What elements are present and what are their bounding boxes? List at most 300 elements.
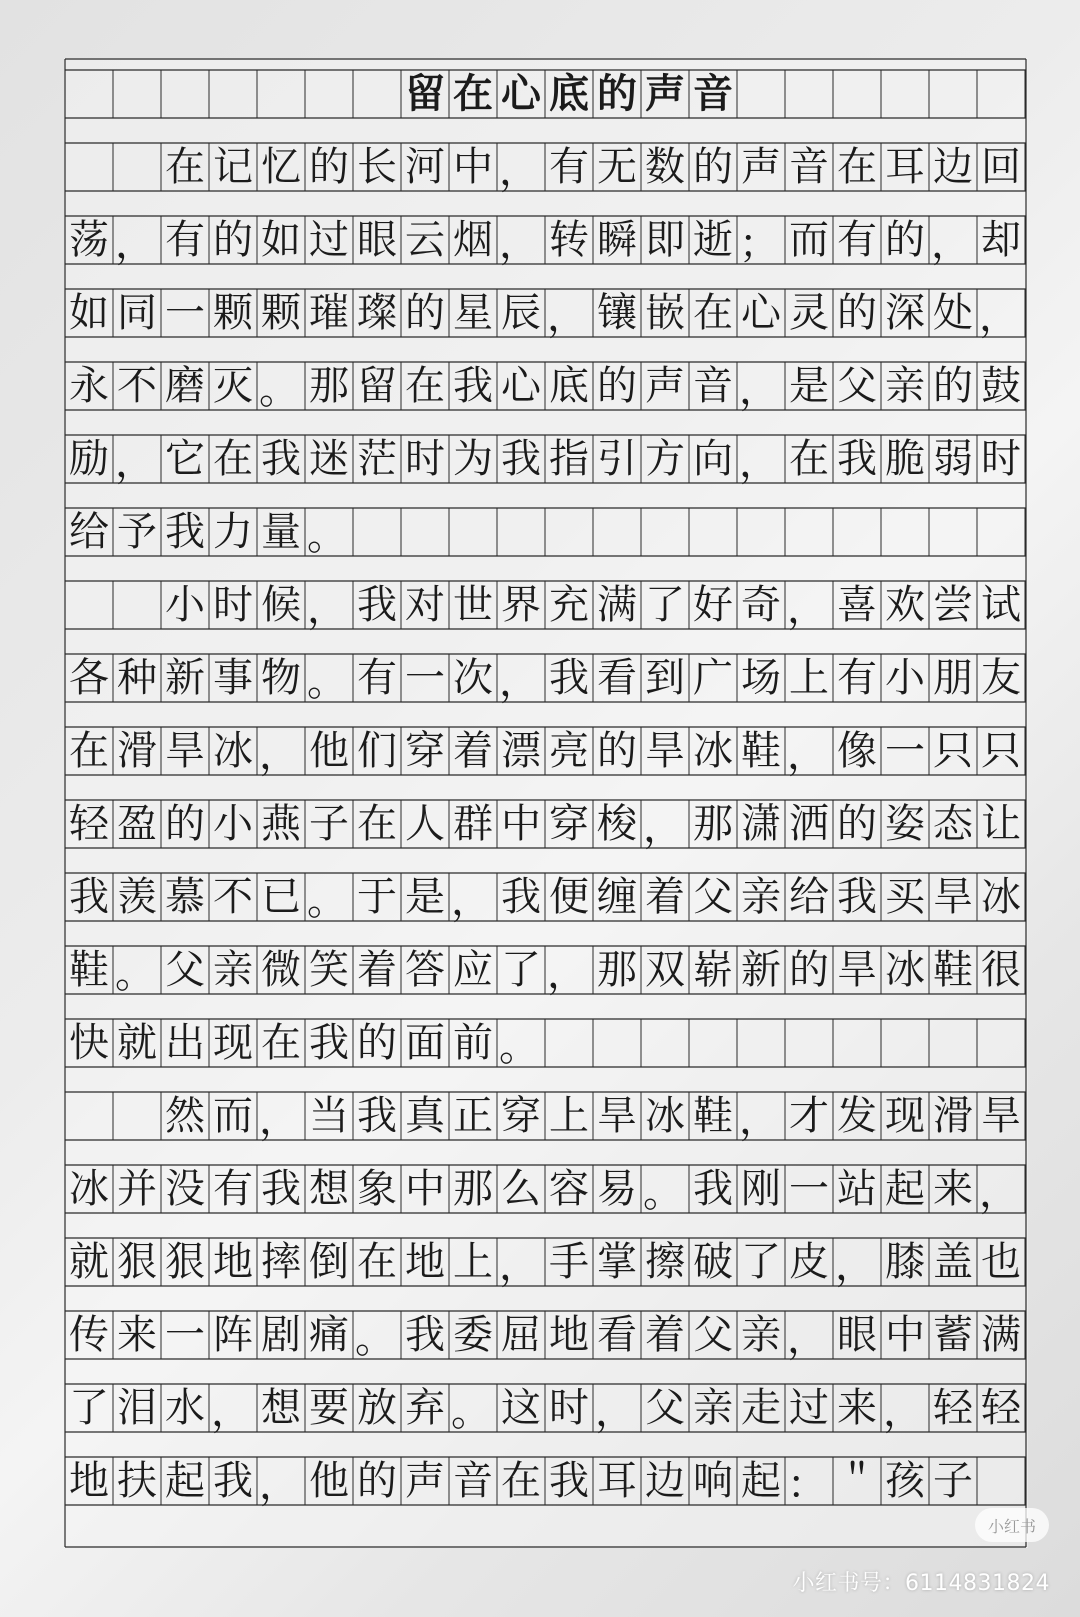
essay-char: 起 <box>165 1458 205 1504</box>
essay-char: 种 <box>117 655 157 701</box>
essay-char: 蓄 <box>933 1312 973 1358</box>
essay-char: 微 <box>261 947 301 993</box>
essay-char: 的 <box>885 217 925 263</box>
essay-char: 只 <box>981 728 1021 774</box>
essay-char: 我 <box>69 874 109 920</box>
essay-char: ， <box>739 440 779 486</box>
essay-char: ： <box>787 1462 827 1508</box>
essay-char: 励 <box>69 436 109 482</box>
essay-char: 我 <box>357 1093 397 1139</box>
essay-char: 底 <box>549 363 589 409</box>
essay-char: 孩 <box>885 1458 925 1504</box>
essay-char: 一 <box>165 290 205 336</box>
essay-char: 着 <box>357 947 397 993</box>
essay-char: 泪 <box>117 1385 157 1431</box>
essay-char: ， <box>499 221 539 267</box>
composition-paper <box>64 58 1028 1548</box>
essay-char: ， <box>787 732 827 778</box>
essay-char: 鞋 <box>69 947 109 993</box>
essay-char: 对 <box>405 582 445 628</box>
essay-char: 就 <box>69 1239 109 1285</box>
essay-char: 鞋 <box>933 947 973 993</box>
essay-char: 向 <box>693 436 733 482</box>
title-char: 底 <box>549 70 589 117</box>
essay-char: 候 <box>261 582 301 628</box>
essay-char: 却 <box>981 217 1021 263</box>
essay-char: 中 <box>405 1166 445 1212</box>
essay-char: ， <box>979 294 1019 340</box>
essay-char: 记 <box>213 144 253 190</box>
essay-char: 的 <box>789 947 829 993</box>
essay-char: 盈 <box>117 801 157 847</box>
essay-char: 真 <box>405 1093 445 1139</box>
essay-char: 穿 <box>501 1093 541 1139</box>
essay-char: 同 <box>117 290 157 336</box>
essay-char: 像 <box>837 728 877 774</box>
essay-char: 他 <box>309 728 349 774</box>
essay-char: 一 <box>885 728 925 774</box>
essay-char: 这 <box>501 1385 541 1431</box>
essay-char: 我 <box>693 1166 733 1212</box>
essay-char: 象 <box>357 1166 397 1212</box>
essay-char: 。 <box>307 513 347 559</box>
essay-char: 磨 <box>165 363 205 409</box>
essay-char: ， <box>259 1097 299 1143</box>
essay-char: 易 <box>597 1166 637 1212</box>
essay-char: 给 <box>69 509 109 555</box>
essay-char: 广 <box>693 655 733 701</box>
essay-char: 。 <box>115 951 155 997</box>
essay-char: 一 <box>405 655 445 701</box>
essay-char: 便 <box>549 874 589 920</box>
essay-char: 在 <box>693 290 733 336</box>
essay-char: 过 <box>309 217 349 263</box>
essay-char: 留 <box>357 363 397 409</box>
essay-char: 冰 <box>69 1166 109 1212</box>
essay-char: 过 <box>789 1385 829 1431</box>
essay-char: 人 <box>405 801 445 847</box>
essay-char: 地 <box>213 1239 253 1285</box>
essay-char: 在 <box>69 728 109 774</box>
essay-char: ， <box>259 732 299 778</box>
essay-char: 父 <box>693 1312 733 1358</box>
essay-char: 破 <box>693 1239 733 1285</box>
essay-char: 声 <box>405 1458 445 1504</box>
essay-char: 充 <box>549 582 589 628</box>
essay-char: ， <box>499 148 539 194</box>
essay-char: 数 <box>645 144 685 190</box>
essay-char: ， <box>259 1462 299 1508</box>
essay-char: 新 <box>165 655 205 701</box>
essay-char: 着 <box>645 1312 685 1358</box>
essay-char: 逝 <box>693 217 733 263</box>
essay-char: 世 <box>453 582 493 628</box>
essay-char: 灭 <box>213 363 253 409</box>
essay-char: 冰 <box>981 874 1021 920</box>
essay-char: 处 <box>933 290 973 336</box>
essay-char: ， <box>883 1389 923 1435</box>
essay-char: 喜 <box>837 582 877 628</box>
essay-char: 忆 <box>261 144 301 190</box>
essay-char: 予 <box>117 509 157 555</box>
essay-char: 放 <box>357 1385 397 1431</box>
essay-char: ， <box>787 1316 827 1362</box>
essay-char: 时 <box>549 1385 589 1431</box>
essay-char: 亲 <box>741 1312 781 1358</box>
essay-char: ； <box>739 221 779 267</box>
essay-char: 发 <box>837 1093 877 1139</box>
essay-char: 茫 <box>357 436 397 482</box>
essay-char: 我 <box>357 582 397 628</box>
essay-char: 上 <box>549 1093 589 1139</box>
essay-char: 不 <box>117 363 157 409</box>
essay-char: 容 <box>549 1166 589 1212</box>
essay-char: 有 <box>213 1166 253 1212</box>
essay-char: 态 <box>933 801 973 847</box>
essay-char: ， <box>115 221 155 267</box>
essay-char: 的 <box>213 217 253 263</box>
essay-char: 。 <box>307 878 347 924</box>
essay-char: 在 <box>357 1239 397 1285</box>
title-char: 音 <box>693 70 733 117</box>
essay-char: 力 <box>213 509 253 555</box>
essay-char: 方 <box>645 436 685 482</box>
essay-char: 地 <box>549 1312 589 1358</box>
essay-char: 我 <box>261 1166 301 1212</box>
essay-char: 小 <box>165 582 205 628</box>
essay-char: 颗 <box>213 290 253 336</box>
essay-char: 的 <box>597 363 637 409</box>
essay-char: 亲 <box>741 874 781 920</box>
essay-char: ， <box>643 805 683 851</box>
essay-char: 。 <box>355 1316 395 1362</box>
essay-char: 的 <box>165 801 205 847</box>
essay-char: 。 <box>259 367 299 413</box>
essay-char: 了 <box>741 1239 781 1285</box>
essay-char: 看 <box>597 1312 637 1358</box>
essay-char: 中 <box>453 144 493 190</box>
essay-char: 摔 <box>261 1239 301 1285</box>
essay-char: 我 <box>501 874 541 920</box>
essay-char: 我 <box>549 655 589 701</box>
essay-char: 答 <box>405 947 445 993</box>
essay-char: 的 <box>405 290 445 336</box>
essay-char: 掌 <box>597 1239 637 1285</box>
essay-char: 在 <box>789 436 829 482</box>
essay-char: 冰 <box>213 728 253 774</box>
essay-char: 才 <box>789 1093 829 1139</box>
essay-char: 缠 <box>597 874 637 920</box>
essay-char: 狠 <box>117 1239 157 1285</box>
essay-char: 一 <box>165 1312 205 1358</box>
essay-char: 鼓 <box>981 363 1021 409</box>
essay-char: 那 <box>453 1166 493 1212</box>
essay-char: 穿 <box>405 728 445 774</box>
essay-char: 膝 <box>885 1239 925 1285</box>
watermark-text: 小红书号：6114831824 <box>792 1571 1050 1596</box>
essay-char: 友 <box>981 655 1021 701</box>
essay-char: 的 <box>933 363 973 409</box>
essay-char: 洒 <box>789 801 829 847</box>
essay-char: 即 <box>645 217 685 263</box>
essay-char: 而 <box>789 217 829 263</box>
essay-char: ， <box>595 1389 635 1435</box>
essay-char: 我 <box>501 436 541 482</box>
essay-char: 面 <box>405 1020 445 1066</box>
essay-char: 旱 <box>597 1093 637 1139</box>
essay-char: 为 <box>453 436 493 482</box>
essay-char: 冰 <box>693 728 733 774</box>
essay-char: 梭 <box>597 801 637 847</box>
essay-char: 在 <box>261 1020 301 1066</box>
essay-char: 中 <box>501 801 541 847</box>
essay-char: 那 <box>693 801 733 847</box>
essay-char: 给 <box>789 874 829 920</box>
essay-char: 起 <box>741 1458 781 1504</box>
essay-char: 耳 <box>597 1458 637 1504</box>
essay-char: 当 <box>309 1093 349 1139</box>
essay-char: 的 <box>597 728 637 774</box>
essay-char: 指 <box>549 436 589 482</box>
essay-char: 边 <box>933 144 973 190</box>
essay-char: 并 <box>117 1166 157 1212</box>
essay-char: 群 <box>453 801 493 847</box>
essay-char: 亲 <box>213 947 253 993</box>
essay-char: 想 <box>261 1385 301 1431</box>
essay-char: 擦 <box>645 1239 685 1285</box>
essay-char: 剧 <box>261 1312 301 1358</box>
title-char: 在 <box>453 70 493 117</box>
essay-char: 深 <box>885 290 925 336</box>
essay-char: 奇 <box>741 582 781 628</box>
essay-char: 河 <box>405 144 445 190</box>
essay-char: 回 <box>981 144 1021 190</box>
essay-char: 中 <box>885 1312 925 1358</box>
essay-char: 也 <box>981 1239 1021 1285</box>
essay-char: 父 <box>693 874 733 920</box>
essay-char: 我 <box>453 363 493 409</box>
essay-char: 父 <box>645 1385 685 1431</box>
essay-char: 我 <box>309 1020 349 1066</box>
essay-char: 灵 <box>789 290 829 336</box>
essay-char: 慕 <box>165 874 205 920</box>
essay-char: 然 <box>165 1093 205 1139</box>
essay-char: 。 <box>643 1170 683 1216</box>
essay-char: 旱 <box>933 874 973 920</box>
essay-char: 瞬 <box>597 217 637 263</box>
essay-char: 有 <box>165 217 205 263</box>
essay-char: 是 <box>789 363 829 409</box>
essay-char: 轻 <box>69 801 109 847</box>
essay-char: 我 <box>405 1312 445 1358</box>
essay-char: 在 <box>837 144 877 190</box>
essay-char: 弱 <box>933 436 973 482</box>
essay-char: 尝 <box>933 582 973 628</box>
essay-char: 地 <box>405 1239 445 1285</box>
essay-char: 镶 <box>597 290 637 336</box>
essay-char: 冰 <box>885 947 925 993</box>
essay-char: 物 <box>261 655 301 701</box>
essay-char: 边 <box>645 1458 685 1504</box>
essay-char: 水 <box>165 1385 205 1431</box>
essay-char: 音 <box>453 1458 493 1504</box>
essay-char: 子 <box>309 801 349 847</box>
essay-char: 在 <box>213 436 253 482</box>
essay-char: 来 <box>117 1312 157 1358</box>
essay-char: 的 <box>357 1020 397 1066</box>
essay-char: 想 <box>309 1166 349 1212</box>
essay-char: 传 <box>69 1312 109 1358</box>
essay-char: 出 <box>165 1020 205 1066</box>
essay-char: 了 <box>645 582 685 628</box>
essay-char: 试 <box>981 582 1021 628</box>
essay-char: ， <box>787 586 827 632</box>
essay-char: 于 <box>357 874 397 920</box>
title-char: 留 <box>405 70 445 117</box>
essay-char: 旱 <box>981 1093 1021 1139</box>
essay-char: 狠 <box>165 1239 205 1285</box>
essay-char: 有 <box>837 217 877 263</box>
essay-char: 看 <box>597 655 637 701</box>
essay-char: 冰 <box>645 1093 685 1139</box>
essay-char: 有 <box>357 655 397 701</box>
essay-char: 不 <box>213 874 253 920</box>
essay-char: 阵 <box>213 1312 253 1358</box>
essay-char: 。 <box>307 659 347 705</box>
essay-char: 正 <box>453 1093 493 1139</box>
essay-char: ， <box>547 294 587 340</box>
essay-char: 刚 <box>741 1166 781 1212</box>
essay-char: ， <box>931 221 971 267</box>
essay-char: 他 <box>309 1458 349 1504</box>
essay-char: 皮 <box>789 1239 829 1285</box>
essay-char: 要 <box>309 1385 349 1431</box>
essay-char: ， <box>739 1097 779 1143</box>
essay-char: 现 <box>213 1020 253 1066</box>
essay-char: 永 <box>69 363 109 409</box>
essay-char: 笑 <box>309 947 349 993</box>
essay-char: 亮 <box>549 728 589 774</box>
essay-char: 我 <box>837 436 877 482</box>
essay-char: 着 <box>645 874 685 920</box>
essay-char: 盖 <box>933 1239 973 1285</box>
essay-char: 滑 <box>933 1093 973 1139</box>
essay-char: ， <box>451 878 491 924</box>
essay-char: 让 <box>981 801 1021 847</box>
essay-char: 站 <box>837 1166 877 1212</box>
essay-char: 璀 <box>309 290 349 336</box>
essay-char: ＂ <box>837 1458 877 1504</box>
essay-char: 眼 <box>837 1312 877 1358</box>
essay-char: 长 <box>357 144 397 190</box>
essay-char: 响 <box>693 1458 733 1504</box>
essay-char: 快 <box>69 1020 109 1066</box>
essay-char: 们 <box>357 728 397 774</box>
essay-char: 颗 <box>261 290 301 336</box>
essay-char: 只 <box>933 728 973 774</box>
essay-char: 前 <box>453 1020 493 1066</box>
essay-char: 亲 <box>885 363 925 409</box>
essay-char: 地 <box>69 1458 109 1504</box>
essay-char: 现 <box>885 1093 925 1139</box>
title-char: 的 <box>597 70 637 117</box>
essay-char: 星 <box>453 290 493 336</box>
essay-char: 声 <box>741 144 781 190</box>
essay-char: 轻 <box>933 1385 973 1431</box>
essay-char: 如 <box>69 290 109 336</box>
essay-char: 我 <box>837 874 877 920</box>
essay-char: 崭 <box>693 947 733 993</box>
essay-char: 界 <box>501 582 541 628</box>
essay-char: 。 <box>451 1389 491 1435</box>
essay-char: 迷 <box>309 436 349 482</box>
essay-char: 旱 <box>837 947 877 993</box>
essay-char: 在 <box>165 144 205 190</box>
essay-char: 双 <box>645 947 685 993</box>
essay-char: 如 <box>261 217 301 263</box>
watermark-badge: 小红书 <box>975 1508 1049 1542</box>
essay-char: 。 <box>499 1024 539 1070</box>
essay-char: 没 <box>165 1166 205 1212</box>
essay-char: 事 <box>213 655 253 701</box>
essay-char: 辰 <box>501 290 541 336</box>
essay-char: 小 <box>213 801 253 847</box>
essay-char: 烟 <box>453 217 493 263</box>
essay-char: 上 <box>789 655 829 701</box>
essay-char: 的 <box>837 801 877 847</box>
essay-char: 云 <box>405 217 445 263</box>
essay-char: ， <box>979 1170 1019 1216</box>
title-char: 声 <box>645 70 685 117</box>
essay-char: 在 <box>357 801 397 847</box>
essay-char: ， <box>115 440 155 486</box>
essay-char: 我 <box>213 1458 253 1504</box>
essay-char: 弃 <box>405 1385 445 1431</box>
essay-char: 买 <box>885 874 925 920</box>
essay-char: 音 <box>789 144 829 190</box>
essay-char: 了 <box>501 947 541 993</box>
essay-char: ， <box>835 1243 875 1289</box>
essay-char: 那 <box>309 363 349 409</box>
essay-char: 耳 <box>885 144 925 190</box>
essay-char: 一 <box>789 1166 829 1212</box>
essay-char: 我 <box>549 1458 589 1504</box>
essay-char: 我 <box>261 436 301 482</box>
essay-char: 我 <box>165 509 205 555</box>
essay-char: 次 <box>453 655 493 701</box>
essay-char: 穿 <box>549 801 589 847</box>
essay-char: 心 <box>501 363 541 409</box>
essay-char: 旱 <box>645 728 685 774</box>
essay-char: 父 <box>837 363 877 409</box>
essay-char: 应 <box>453 947 493 993</box>
essay-char: 的 <box>837 290 877 336</box>
essay-char: 子 <box>933 1458 973 1504</box>
essay-char: 引 <box>597 436 637 482</box>
essay-char: 来 <box>837 1385 877 1431</box>
essay-char: 就 <box>117 1020 157 1066</box>
essay-char: 漂 <box>501 728 541 774</box>
essay-char: 上 <box>453 1239 493 1285</box>
essay-char: 倒 <box>309 1239 349 1285</box>
essay-char: 有 <box>837 655 877 701</box>
essay-char: 它 <box>165 436 205 482</box>
essay-char: 的 <box>693 144 733 190</box>
essay-char: 心 <box>741 290 781 336</box>
essay-char: 鞋 <box>741 728 781 774</box>
essay-char: 时 <box>213 582 253 628</box>
essay-char: 已 <box>261 874 301 920</box>
